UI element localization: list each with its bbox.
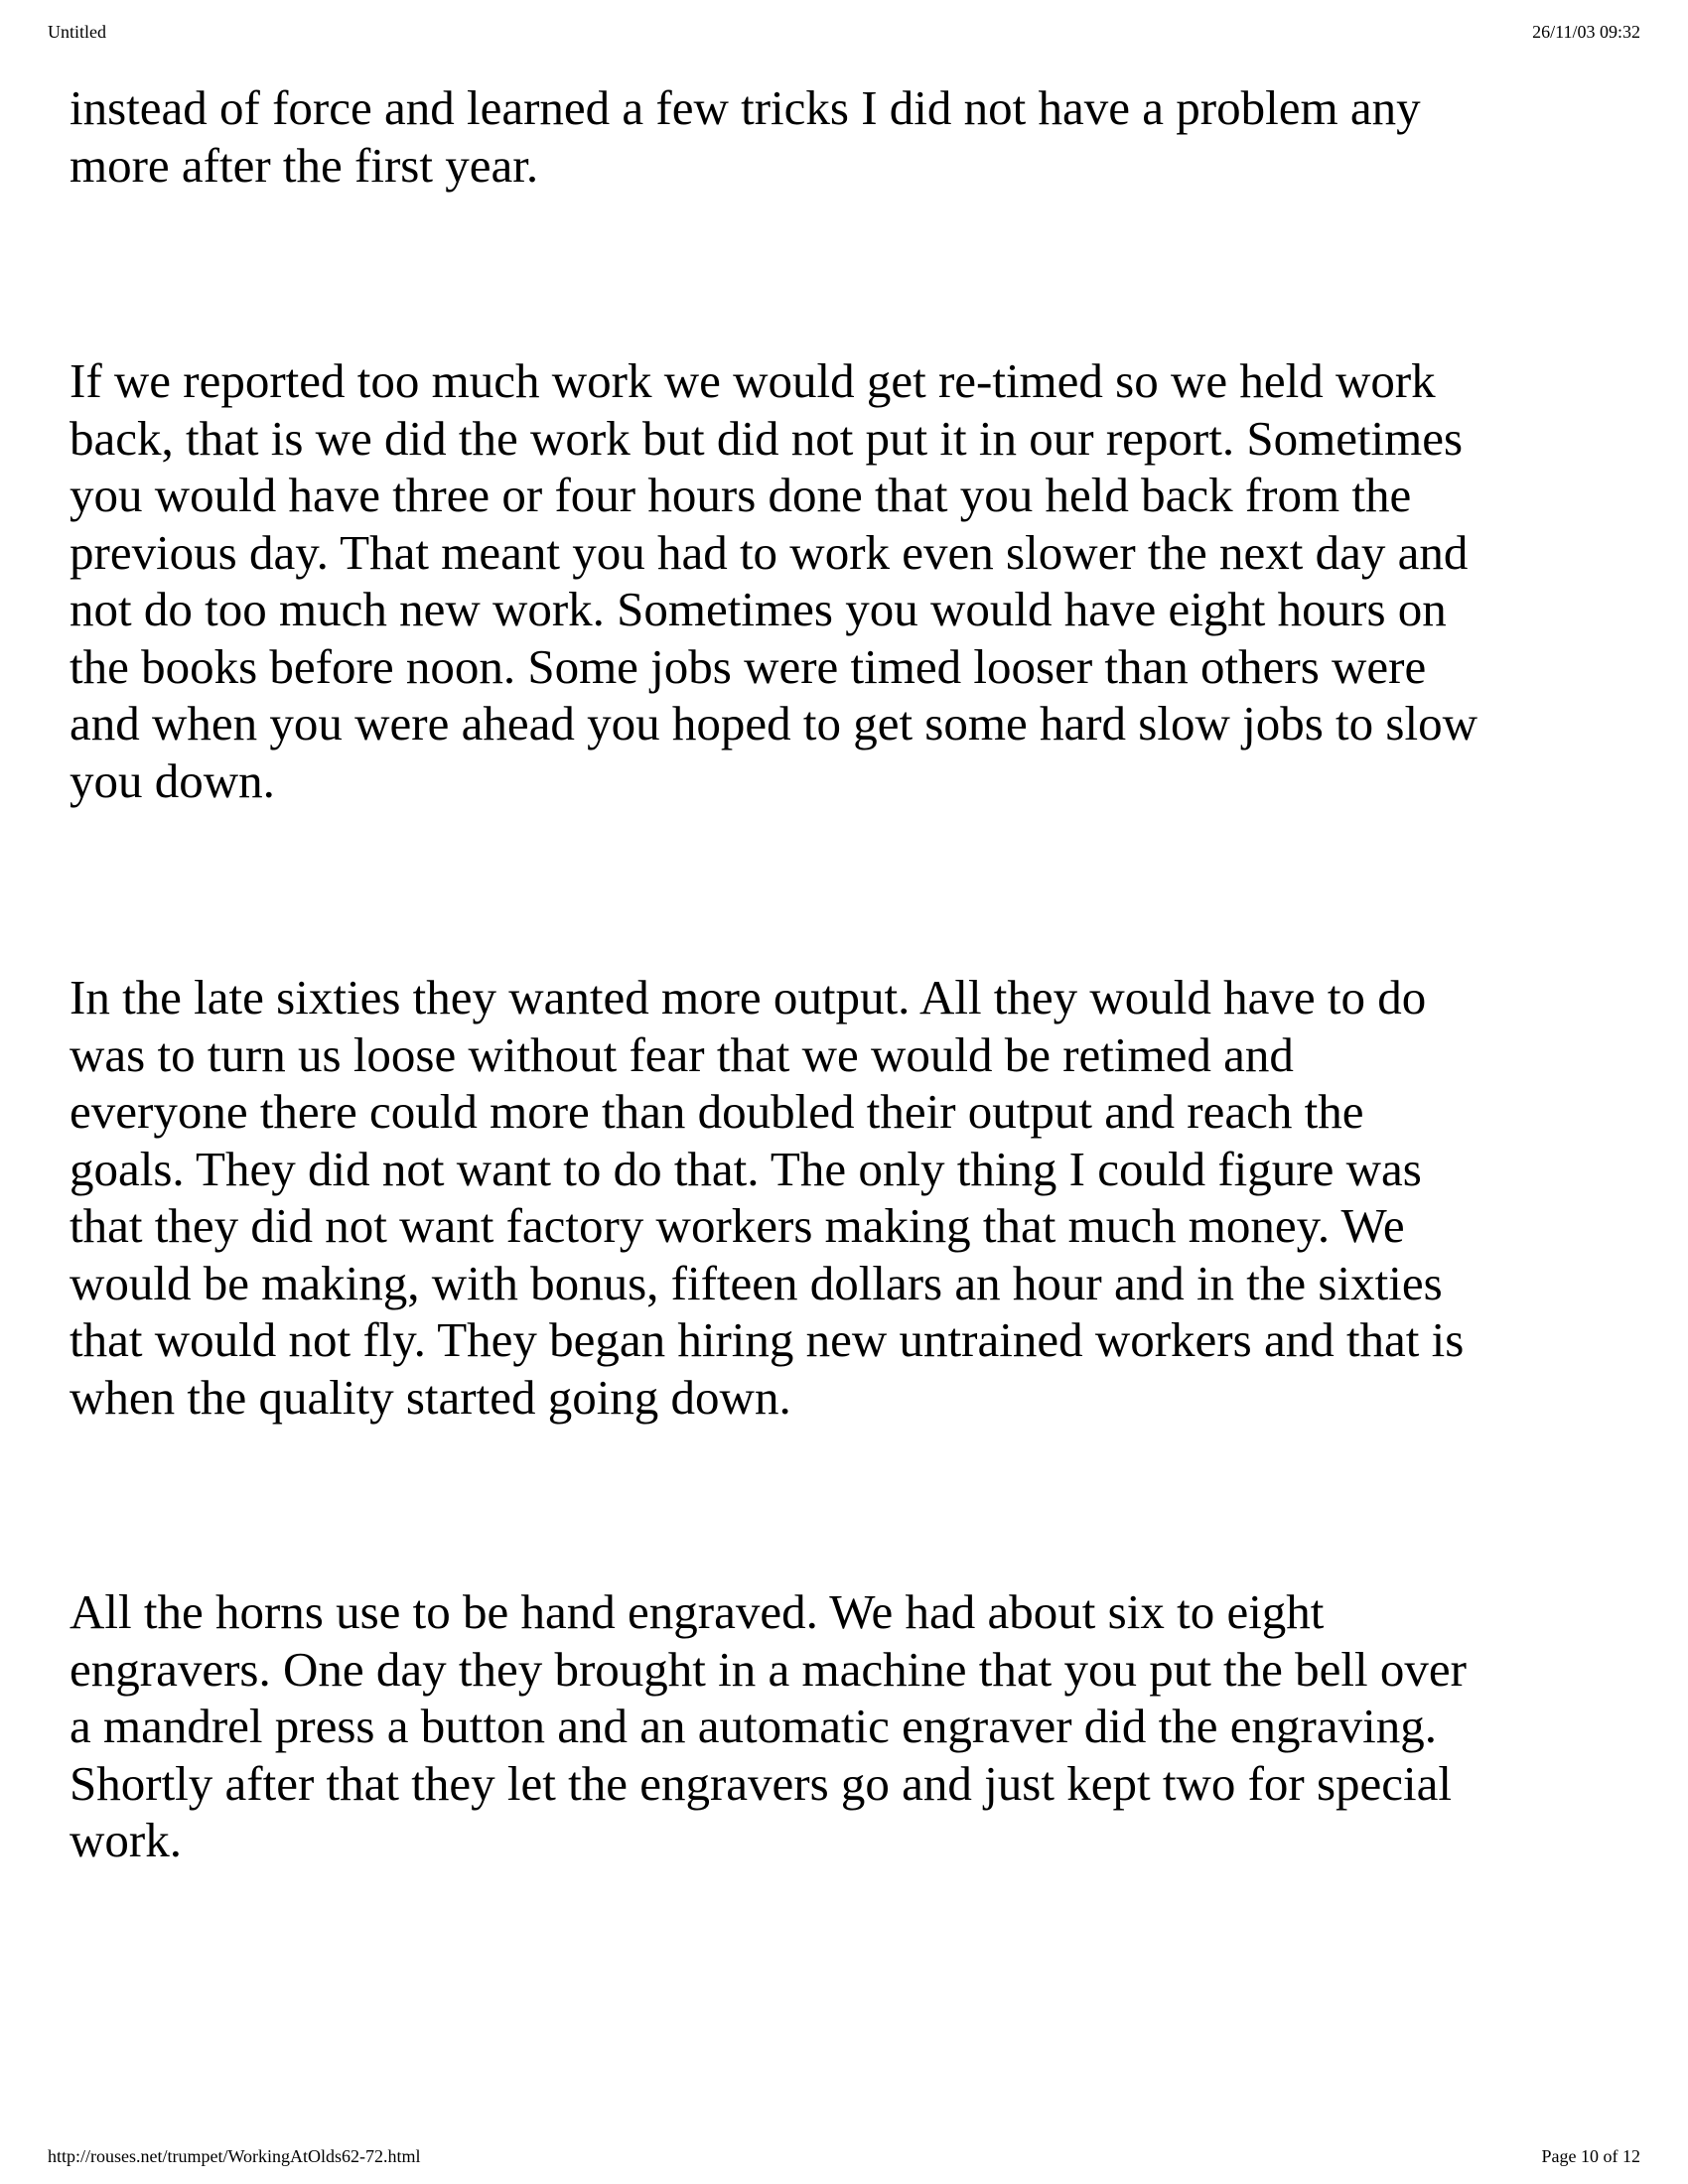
text-line: If we reported too much work we would get re-timed so we held work: [70, 353, 1436, 408]
text-line: that they did not want factory workers making that much money. We: [70, 1198, 1405, 1253]
text-line: you would have three or four hours done that you held back from the: [70, 468, 1412, 522]
footer-page-number: Page 10 of 12: [1541, 2146, 1640, 2166]
paragraph: [70, 969, 1464, 1426]
text-line: All the horns use to be hand engraved. We had about six to eight: [70, 1584, 1325, 1639]
footer-url: http://rouses.net/trumpet/WorkingAtOlds62-72.html: [48, 2146, 421, 2166]
text-line: the books before noon. Some jobs were timed looser than others were: [70, 638, 1427, 694]
text-line: that would not fly. They began hiring new untrained workers and that is: [70, 1312, 1465, 1367]
paragraph: [70, 1583, 1467, 1869]
text-line: previous day. That meant you had to work even slower the next day and: [70, 524, 1469, 580]
paragraph: [70, 352, 1477, 809]
text-line: and when you were ahead you hoped to get some hard slow jobs to slow: [70, 696, 1477, 751]
text-line: engravers. One day they brought in a machine that you put the bell over: [70, 1641, 1467, 1697]
text-line: a mandrel press a button and an automatic engraver did the engraving.: [70, 1699, 1437, 1753]
header-datetime: 26/11/03 09:32: [1532, 22, 1640, 42]
text-line: you down.: [70, 752, 275, 808]
text-line: not do too much new work. Sometimes you would have eight hours on: [70, 582, 1447, 636]
text-line: more after the first year.: [70, 137, 539, 193]
text-line: everyone there could more than doubled their output and reach the: [70, 1084, 1364, 1139]
paragraph: [70, 79, 1421, 194]
text-line: work.: [70, 1813, 182, 1867]
text-line: when the quality started going down.: [70, 1369, 791, 1425]
text-line: In the late sixties they wanted more output. All they would have to do: [70, 970, 1427, 1024]
text-line: instead of force and learned a few tricks I did not have a problem any: [70, 80, 1421, 135]
text-line: was to turn us loose without fear that we would be retimed and: [70, 1026, 1294, 1082]
header-page-title: Untitled: [48, 22, 106, 42]
text-line: goals. They did not want to do that. The only thing I could figure was: [70, 1141, 1422, 1196]
text-line: back, that is we did the work but did not put it in our report. Sometimes: [70, 410, 1464, 466]
text-line: would be making, with bonus, fifteen dollars an hour and in the sixties: [70, 1255, 1443, 1310]
text-line: Shortly after that they let the engravers go and just kept two for special: [70, 1755, 1453, 1811]
